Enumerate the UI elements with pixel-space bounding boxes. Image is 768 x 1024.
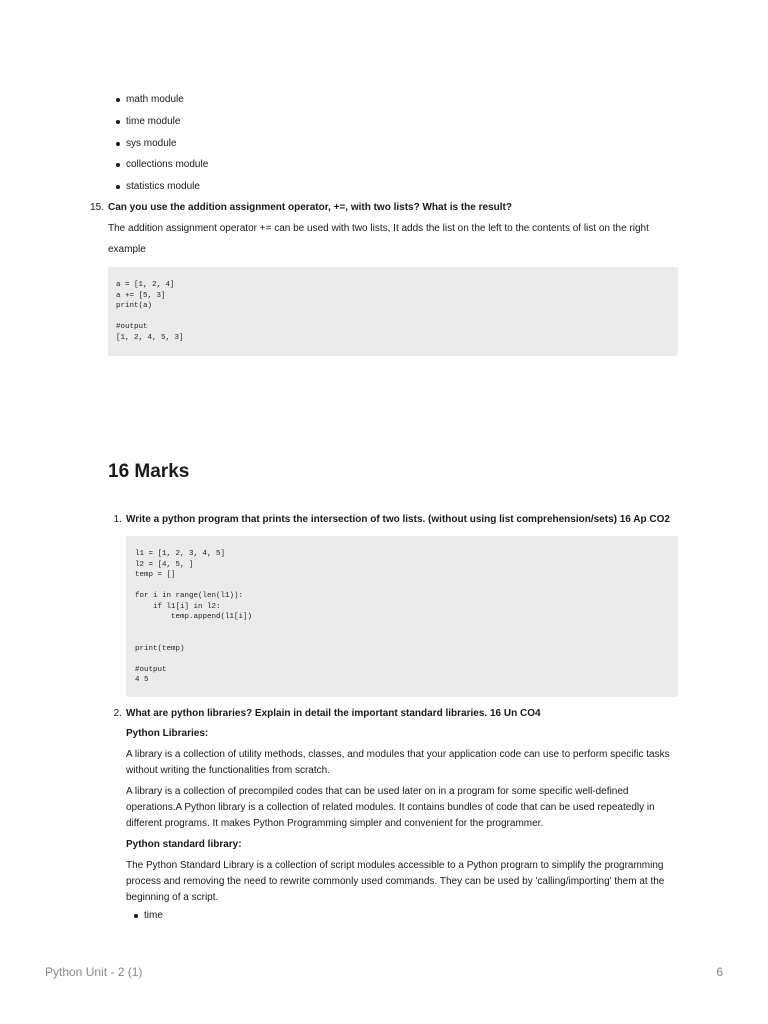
- example-label: example: [108, 244, 146, 255]
- paragraph: A library is a collection of precompiled codes that can be used later on in a program for some specific well-defined operations.A Python library is a collection of related modules. It contains bundles of code that can be used repeatedly in different programs. It makes Python Programming simpler and convenient for the programmer.: [126, 786, 655, 829]
- question-number: 2.: [113, 708, 122, 719]
- footer-title: Python Unit - 2 (1): [45, 965, 143, 979]
- question-title: Write a python program that prints the intersection of two lists. (without using list comprehension/sets) 16 Ap CO2: [126, 514, 670, 525]
- list-item: time module: [126, 115, 208, 137]
- question-2: [113, 707, 678, 923]
- question-number: 1.: [113, 514, 122, 525]
- module-list: [126, 93, 208, 202]
- code-block-q15: a = [1, 2, 4] a += [5, 3] print(a) #output [1, 2, 4, 5, 3]: [108, 267, 678, 356]
- paragraph: The Python Standard Library is a collection of script modules accessible to a Python program to simplify the programming process and removing the need to rewrite commonly used commands. They can be used by 'calling/importing' them at the beginning of a script.: [126, 860, 665, 903]
- code-block-intersection: l1 = [1, 2, 3, 4, 5] l2 = [4, 5, ] temp = [] for i in range(len(l1)): if l1[i] in l2: temp.append(l1[i]) print(temp) #output 4 5: [126, 536, 678, 697]
- subheading-standard-library: Python standard library:: [126, 839, 242, 850]
- page-number: 6: [716, 965, 723, 979]
- paragraph: A library is a collection of utility methods, classes, and modules that your application code can use to perform specific tasks without writing the functionalities from scratch.: [126, 749, 670, 776]
- list-item: time: [144, 909, 696, 923]
- list-item: collections module: [126, 158, 208, 180]
- answer-text: The addition assignment operator += can be used with two lists, It adds the list on the left to the contents of list on the right: [108, 223, 649, 234]
- question-title: What are python libraries? Explain in detail the important standard libraries. 16 Un CO4: [126, 708, 541, 719]
- subheading-python-libraries: Python Libraries:: [126, 728, 209, 739]
- question-number: 15.: [90, 202, 104, 213]
- list-item: math module: [126, 93, 208, 115]
- library-list: [126, 909, 678, 923]
- list-item: sys module: [126, 137, 208, 159]
- question-title: Can you use the addition assignment operator, +=, with two lists? What is the result?: [108, 202, 512, 213]
- question-15: [90, 201, 688, 258]
- section-heading: 16 Marks: [108, 461, 190, 482]
- question-1: [113, 513, 686, 527]
- list-item: statistics module: [126, 180, 208, 202]
